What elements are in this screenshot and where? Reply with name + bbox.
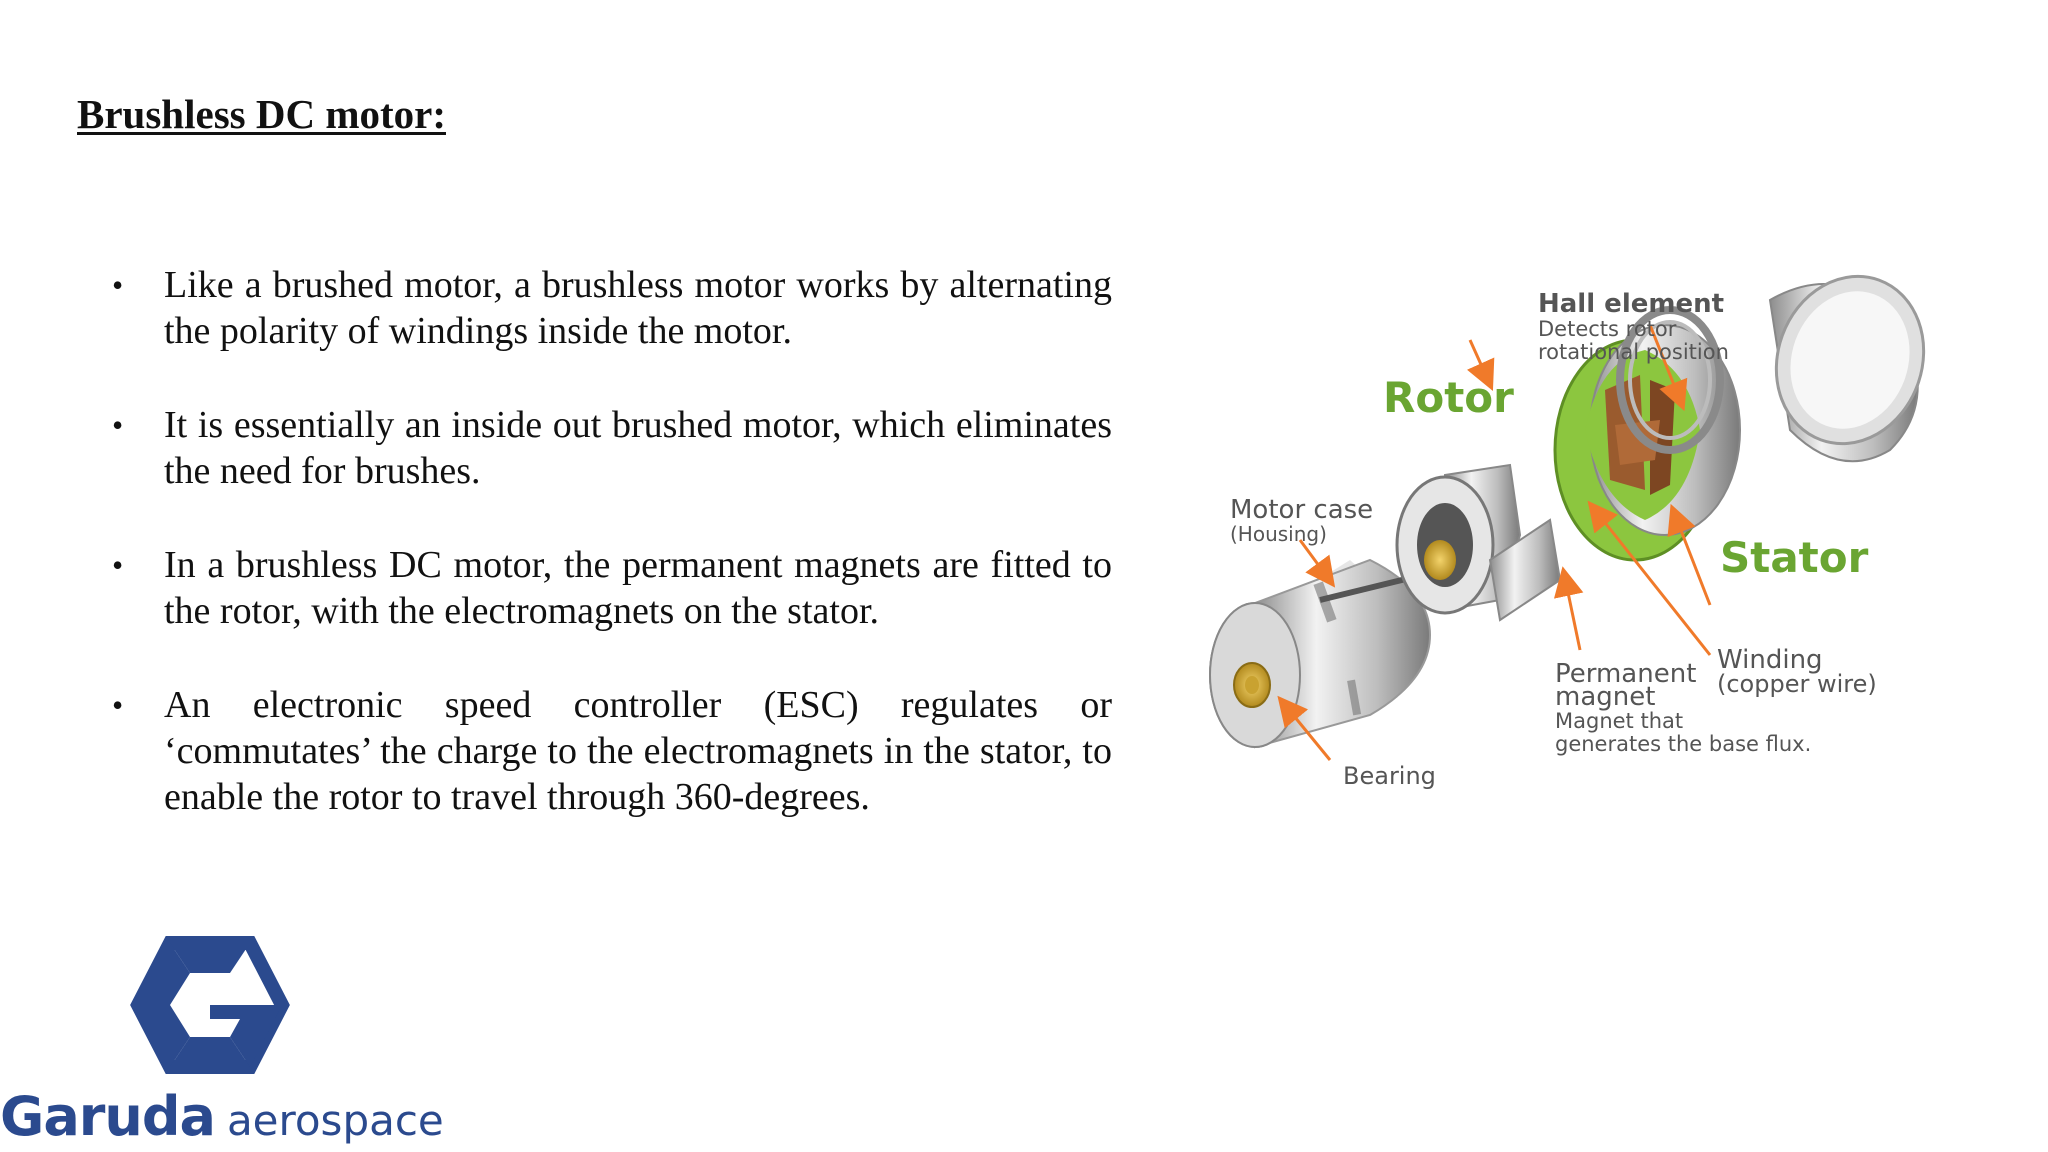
bullet-dot-icon: • (112, 267, 124, 303)
winding-label: Winding (1717, 645, 1823, 675)
bullet-item (112, 542, 1112, 634)
hall-element-label: Hall element (1538, 289, 1725, 319)
bullet-item (112, 682, 1112, 820)
winding-desc: (copper wire) (1717, 670, 1877, 698)
bullet-text: An electronic speed controller (ESC) regulates or ‘commutates’ the charge to the electromagnets in the stator, to enable the rotor to travel through 360-degrees. (164, 684, 1112, 818)
hall-element-desc-1: Detects rotor (1538, 317, 1677, 341)
bullet-item (112, 402, 1112, 494)
slide-title: Brushless DC motor: (77, 91, 446, 137)
stator-label: Stator (1720, 533, 1869, 582)
housing-label: (Housing) (1230, 522, 1327, 546)
rotor-label: Rotor (1383, 373, 1514, 422)
bullet-item (112, 262, 1112, 354)
bullet-text: Like a brushed motor, a brushless motor works by alternating the polarity of windings inside the motor. (164, 264, 1112, 352)
motor-diagram (1200, 260, 1960, 840)
bullet-dot-icon: • (112, 687, 124, 723)
garuda-logo-icon (130, 935, 290, 1075)
motor-case-label: Motor case (1230, 495, 1374, 525)
bullet-dot-icon: • (112, 547, 124, 583)
magnet-desc-1: Magnet that (1555, 709, 1684, 733)
garuda-logo (0, 935, 444, 1150)
bullet-text: It is essentially an inside out brushed motor, which eliminates the need for brushes. (164, 404, 1112, 492)
end-cap-shape (1753, 260, 1946, 464)
logo-text-bold: Garuda (0, 1085, 215, 1148)
bullet-list (112, 262, 1112, 868)
magnet-label-1: Permanent (1555, 659, 1697, 689)
bearing-label: Bearing (1343, 762, 1436, 790)
magnet-label-2: magnet (1555, 682, 1656, 712)
hall-element-desc-2: rotational position (1538, 340, 1729, 364)
magnet-desc-2: generates the base flux. (1555, 732, 1812, 756)
motor-case-shape (1210, 560, 1430, 747)
bullet-dot-icon: • (112, 407, 124, 443)
logo-wordmark (0, 1085, 444, 1148)
logo-text-light: aerospace (226, 1096, 444, 1145)
bullet-text: In a brushless DC motor, the permanent magnets are fitted to the rotor, with the electromagnets on the stator. (164, 544, 1112, 632)
